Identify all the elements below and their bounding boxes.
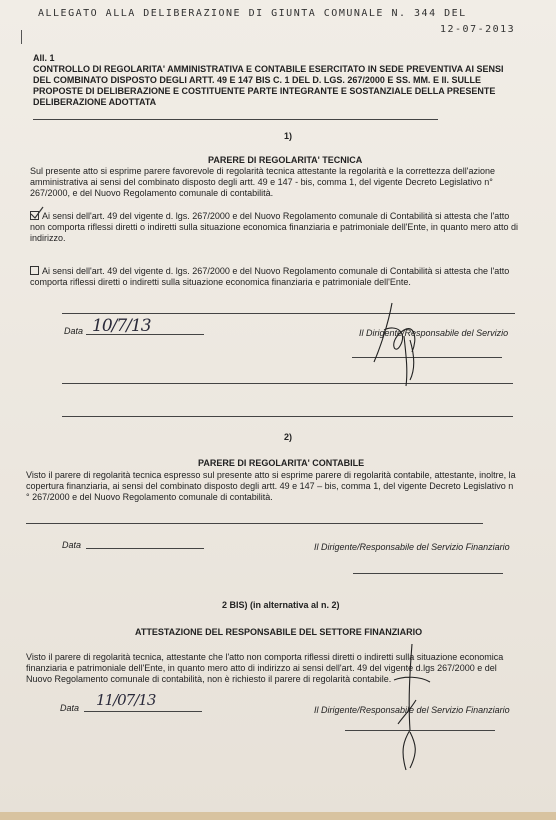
section-1-intro-2: amministrativa ai sensi del combinato disposto degli artt. 49 e 147 - bis, comma 1, del vigente Decreto Legislativo n°	[30, 177, 493, 187]
section-1-heading: PARERE DI REGOLARITA' TECNICA	[208, 155, 363, 165]
signature-1	[370, 300, 430, 390]
section-2-date-label: Data	[62, 540, 82, 550]
section-2bis-date-handwritten: 11/07/13	[96, 691, 156, 709]
doc-title-line-2: DEL COMBINATO DISPOSTO DEGLI ARTT. 49 E 147 BIS C. 1 DEL D. LGS. 267/2000 E SS. MM. E II. SULLE	[33, 75, 481, 85]
option-2-line-1: Ai sensi dell'art. 49 del vigente d. lgs. 267/2000 e del Nuovo Regolamento comunale di Contabilità si attesta che l'atto	[42, 266, 510, 276]
section-2-heading: PARERE DI REGOLARITA' CONTABILE	[198, 458, 365, 468]
section-2-line-3: ° 267/2000 e del Nuovo Regolamento comunale di contabilità.	[26, 492, 273, 502]
margin-mark	[21, 30, 22, 44]
section-1-signer: Il Dirigente/Responsabile del Servizio	[359, 328, 509, 338]
doc-title-line-3: PROPOSTE DI DELIBERAZIONE E COSTITUENTE PARTE INTEGRANTE E SOSTANZIALE DELLA PRESENTE	[33, 86, 496, 96]
section-2-signature-line	[353, 573, 503, 574]
option-1-line-1: Ai sensi dell'art. 49 del vigente d. lgs. 267/2000 e del Nuovo Regolamento comunale di Contabilità si attesta che l'atto	[42, 211, 510, 221]
section-1-divider	[62, 313, 515, 314]
section-2bis-date-label: Data	[60, 703, 80, 713]
option-2-checkbox-row[interactable]	[30, 266, 509, 277]
section-2-signer: Il Dirigente/Responsabile del Servizio Finanziario	[314, 542, 510, 552]
section-1-date-handwritten: 10/7/13	[92, 316, 151, 336]
section-2-date-line	[86, 548, 204, 549]
option-1-checkbox-row[interactable]	[30, 211, 509, 222]
section-2-line-2: copertura finanziaria, ai sensi del combinato disposto degli artt. 49 e 147 – bis, comma 1, del vigente Decreto Legislativo n	[26, 481, 514, 491]
option-1-line-2: non comporta riflessi diretti o indiretti sulla situazione economica finanziaria e patrimoniale dell'Ente, in quanto mero atto di	[30, 222, 518, 232]
section-2bis-line-2: finanziaria e patrimoniale dell'Ente, in quanto mero atto di indirizzo ai sensi dell'art. 49 del vigente d.lgs 267/2000 e del	[26, 663, 497, 673]
section-2bis-signer: Il Dirigente/Responsabile del Servizio Finanziario	[314, 705, 510, 715]
section-2bis-heading: ATTESTAZIONE DEL RESPONSABILE DEL SETTORE FINANZIARIO	[135, 627, 423, 637]
section-2bis-line-1: Visto il parere di regolarità tecnica, attestante che l'atto non comporta riflessi diretti o indiretti sulla situazione economica	[26, 652, 504, 662]
option-1-line-3: indirizzo.	[30, 233, 66, 243]
section-2bis-line-3: Nuovo Regolamento comunale di contabilità, non è richiesto il parere di regolarità contabile.	[26, 674, 392, 684]
section-1-blank-line-2	[62, 416, 513, 417]
section-2-divider	[26, 523, 483, 524]
doc-title-line-4: DELIBERAZIONE ADOTTATA	[33, 97, 157, 107]
signature-2	[380, 640, 440, 775]
check-mark-icon	[30, 206, 44, 220]
section-1-blank-line-1	[62, 383, 513, 384]
section-1-date-label: Data	[64, 326, 84, 336]
section-1-intro-1: Sul presente atto si esprime parere favorevole di regolarità tecnica attestante la regolarità e la correttezza dell'azione	[30, 166, 495, 176]
handwritten-header: ALLEGATO ALLA DELIBERAZIONE DI GIUNTA COMUNALE N. 344 DEL	[38, 8, 467, 19]
desk-edge	[0, 812, 556, 820]
section-2bis-date-line	[84, 711, 202, 712]
section-1-intro-3: 267/2000, e del Nuovo Regolamento comunale di contabilità.	[30, 188, 274, 198]
attachment-label: All. 1	[33, 53, 55, 63]
option-2-line-2: comporta riflessi diretti o indiretti sulla situazione economica finanziaria e patrimoniale dell'Ente.	[30, 277, 411, 287]
option-2-checkbox[interactable]	[30, 266, 39, 275]
doc-title-line-1: CONTROLLO DI REGOLARITA' AMMINISTRATIVA E CONTABILE ESERCITATO IN SEDE PREVENTIVA AI SENSI	[33, 64, 504, 74]
section-2-line-1: Visto il parere di regolarità tecnica espresso sul presente atto si esprime parere di regolarità contabile, attestante, inoltre, la	[26, 470, 516, 480]
handwritten-header-date: 12-07-2013	[440, 24, 516, 35]
title-divider	[33, 119, 438, 120]
section-1-number: 1)	[284, 131, 293, 141]
section-2-number: 2)	[284, 432, 293, 442]
section-2bis-number: 2 BIS) (in alternativa al n. 2)	[222, 600, 340, 610]
